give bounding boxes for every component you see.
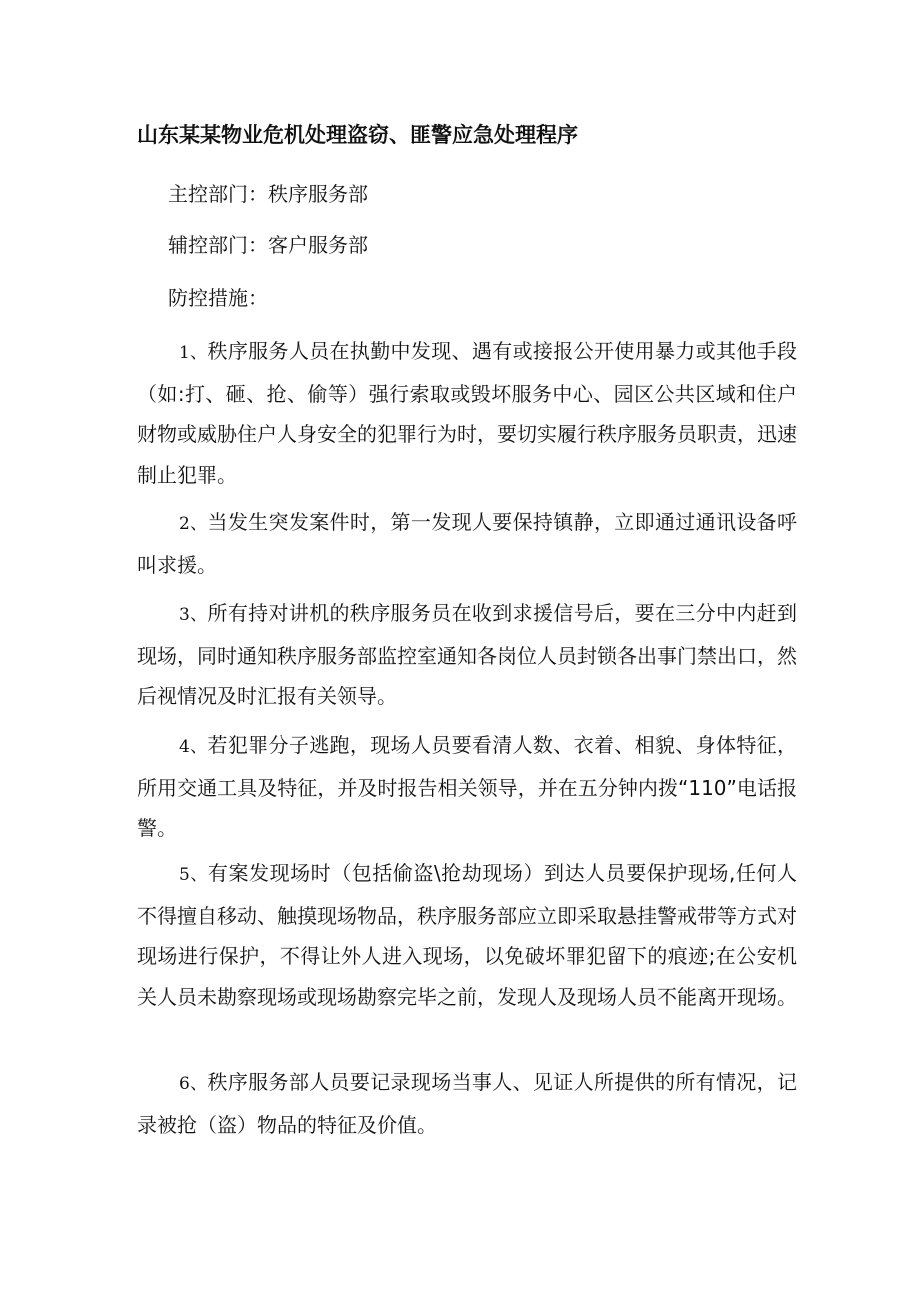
measure-number: 3、 — [179, 605, 208, 625]
measure-number: 6、 — [179, 1074, 208, 1094]
auxiliary-department: 辅控部门：客户服务部 — [168, 233, 368, 257]
document-title: 山东某某物业危机处理盗窃、匪警应急处理程序 — [137, 123, 578, 147]
measure-text: 秩序服务部人员要记录现场当事人、见证人所提供的所有情况，记录被抢（盗）物品的特征及价值。 — [137, 1070, 797, 1137]
main-department: 主控部门：秩序服务部 — [168, 182, 368, 206]
measure-text: 若犯罪分子逃跑，现场人员要看清人数、衣着、相貌、身体特征，所用交通工具及特征，并及时报告相关领导，并在五分钟内拨“110”电话报警。 — [137, 733, 797, 840]
measure-number: 4、 — [179, 737, 208, 757]
measure-paragraph-5 — [137, 853, 797, 1017]
measure-paragraph-6 — [137, 1062, 797, 1145]
measure-paragraph-1 — [137, 331, 797, 495]
measure-number: 1、 — [179, 343, 208, 363]
measure-text: 有案发现场时（包括偷盗\抢劫现场）到达人员要保护现场,任何人不得擅自移动、触摸现场物品，秩序服务部应立即采取悬挂警戒带等方式对现场进行保护，不得让外人进入现场，以免破坏罪犯留下的痕迹;在公安机关人员未勘察现场或现场勘察完毕之前，发现人及现场人员不能离开现场。 — [137, 861, 797, 1009]
measure-number: 2、 — [179, 514, 208, 534]
measure-number: 5、 — [179, 865, 208, 885]
measure-paragraph-2 — [137, 502, 797, 585]
measure-paragraph-4 — [137, 725, 797, 849]
control-measures-heading: 防控措施： — [168, 286, 268, 310]
measure-text: 所有持对讲机的秩序服务员在收到求援信号后，要在三分中内赶到现场，同时通知秩序服务部监控室通知各岗位人员封锁各出事门禁出口，然后视情况及时汇报有关领导。 — [137, 601, 797, 708]
measure-paragraph-3 — [137, 593, 797, 717]
measure-text: 秩序服务人员在执勤中发现、遇有或接报公开使用暴力或其他手段（如:打、砸、抢、偷等）强行索取或毁坏服务中心、园区公共区域和住户财物或威胁住户人身安全的犯罪行为时，要切实履行秩序服务员职责，迅速制止犯罪。 — [137, 339, 797, 487]
measure-text: 当发生突发案件时，第一发现人要保持镇静，立即通过通讯设备呼叫求援。 — [137, 510, 797, 577]
